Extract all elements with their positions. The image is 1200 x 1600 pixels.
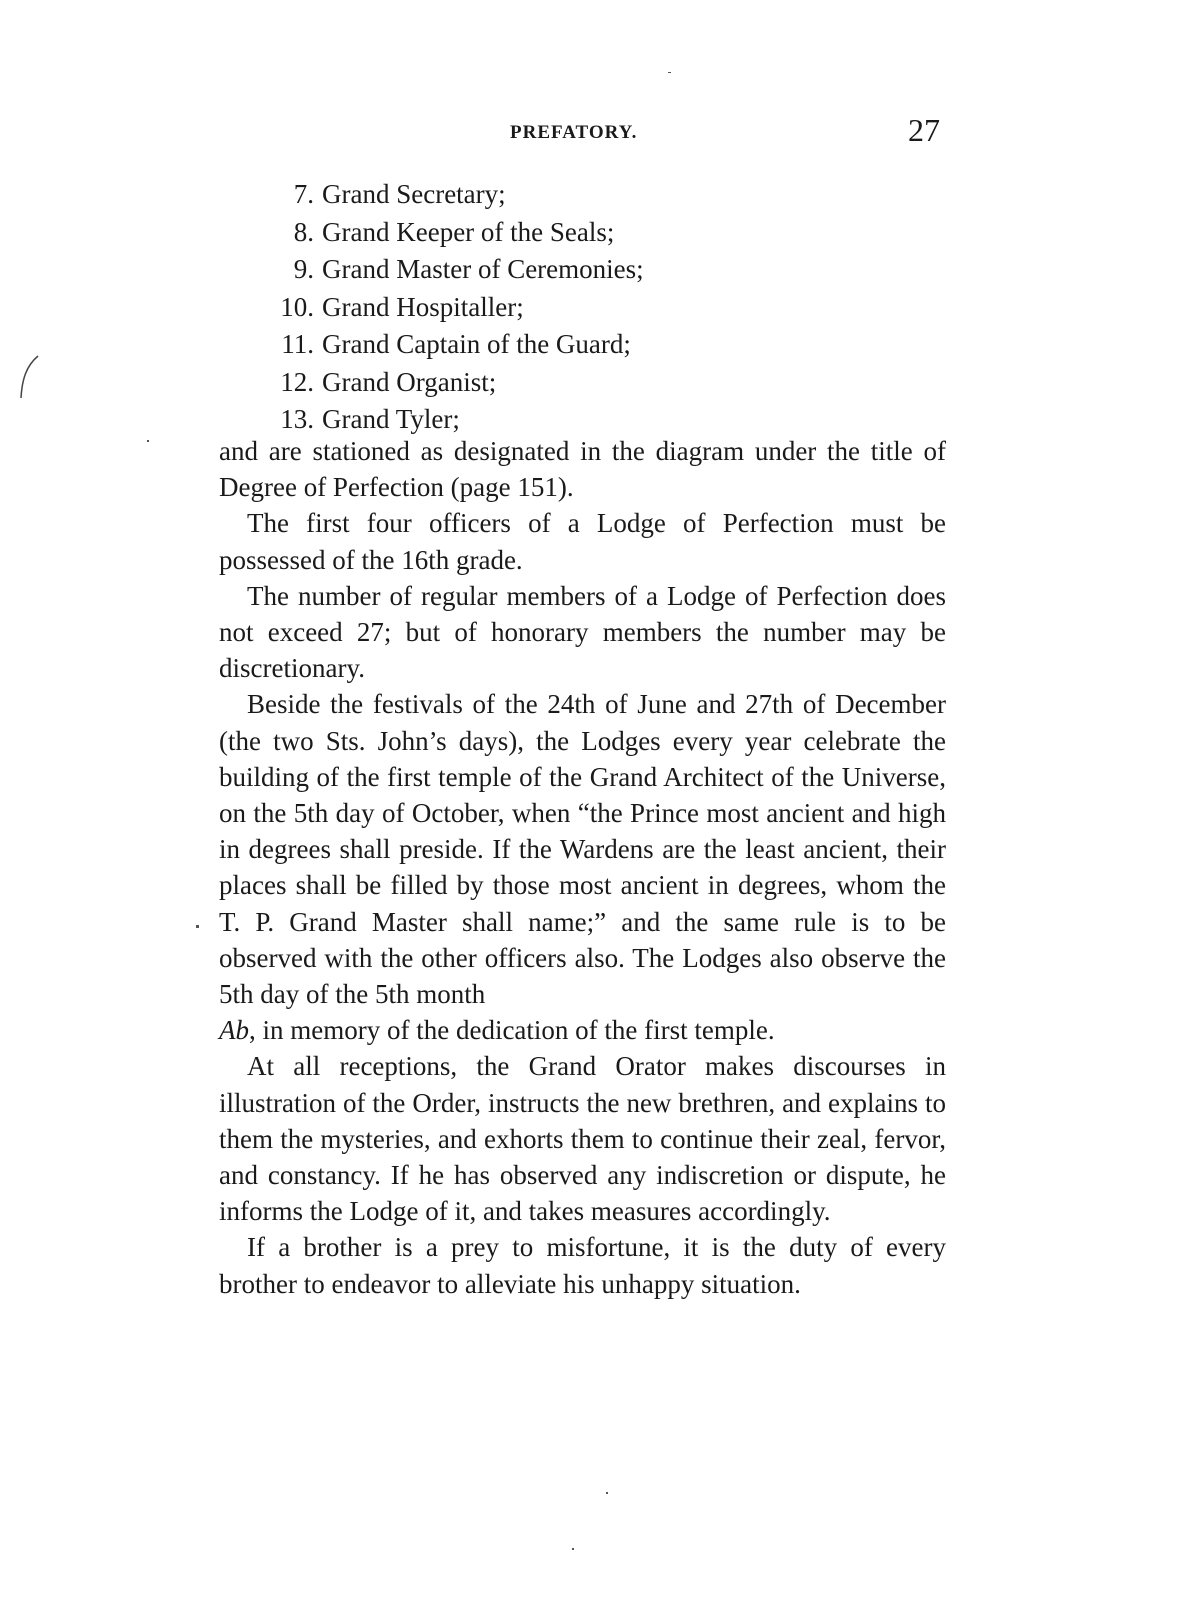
scan-speck [196, 925, 199, 928]
officer-number: 11. [281, 329, 314, 359]
officer-title: Grand Keeper of the Seals; [322, 216, 615, 247]
officer-number: 8. [293, 216, 314, 247]
officer-title: Grand Hospitaller; [322, 291, 524, 322]
officer-item [250, 251, 644, 289]
paragraph-stations: and are stationed as designated in the diagram under the title of Degree of Perfection (page 151). [219, 436, 946, 503]
paragraph-receptions: At all receptions, the Grand Orator makes discourses in illustration of the Order, instructs the new brethren, and explains to them the mysteries, and exhorts them to continue their zeal, fervor, and constancy. If he has observed any indiscretion or dispute, he informs the Lodge of it, and takes measures accordingly. [219, 1051, 946, 1227]
running-title: PREFATORY. [510, 122, 638, 143]
officer-number: 7. [293, 179, 314, 209]
paragraph-festivals [219, 686, 946, 1012]
paragraph-ab-line [219, 1012, 946, 1048]
ab-line-rest: , in memory of the dedication of the first temple. [249, 1015, 775, 1046]
margin-pencil-mark [12, 352, 42, 402]
officer-title: Grand Captain of the Guard; [322, 329, 631, 359]
officer-item [250, 214, 644, 252]
officer-number: 9. [293, 254, 314, 284]
officer-number: 13. [280, 404, 314, 434]
scan-speck [147, 440, 149, 442]
scan-speck [668, 72, 671, 73]
officer-number: 12. [280, 366, 314, 397]
paragraph-first-four-officers: The first four officers of a Lodge of Perfection must be possessed of the 16th grade. [219, 508, 946, 575]
scan-speck [606, 1492, 608, 1494]
officer-number: 10. [280, 291, 314, 322]
paragraph-members: The number of regular members of a Lodge of Perfection does not exceed 27; but of honorary members the number may be discretionary. [219, 580, 946, 684]
officer-item [250, 289, 644, 327]
running-head [0, 112, 1200, 152]
officer-title: Grand Secretary; [322, 179, 506, 209]
officer-item [250, 364, 644, 402]
page-number: 27 [908, 112, 940, 148]
officer-title: Grand Master of Ceremonies; [322, 254, 644, 284]
scan-speck [572, 1548, 574, 1550]
body-text [219, 433, 946, 1302]
officer-list [250, 176, 644, 439]
ab-italic: Ab [219, 1015, 249, 1046]
officer-item [250, 326, 644, 364]
officer-item [250, 176, 644, 214]
festivals-text: Beside the festivals of the 24th of June and 27th of December (the two Sts. John’s days), the Lodges every year celebrate the building of the first temple of the Grand Architect of the Universe, on the 5th day of October, when “the Prince most ancient and high in degrees shall preside. If the Wardens are the least ancient, their places shall be filled by those most ancient in degrees, whom the T. P. Grand Master shall name;” and the same rule is to be observed with the other officers also. The Lodges also observe the 5th day of the 5th month [219, 689, 946, 1010]
paragraph-misfortune: If a brother is a prey to misfortune, it is the duty of every brother to endeavor to alleviate his unhappy situation. [219, 1232, 946, 1299]
officer-title: Grand Tyler; [322, 404, 460, 434]
officer-title: Grand Organist; [322, 366, 497, 397]
